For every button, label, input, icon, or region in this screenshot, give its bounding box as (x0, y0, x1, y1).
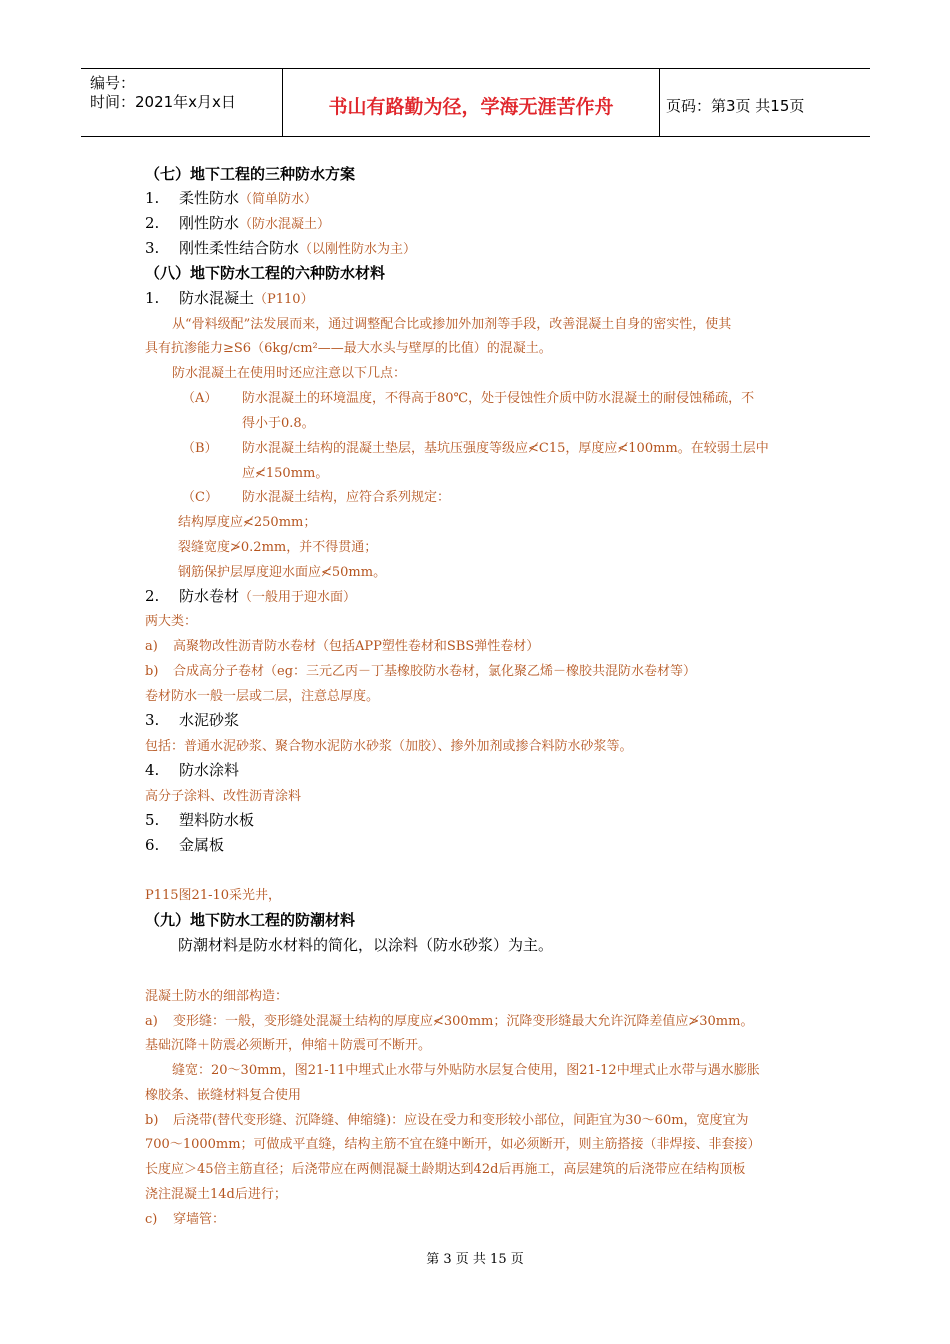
section-9-title: （九）地下防水工程的防潮材料 (145, 911, 356, 929)
item-note: （防水混凝土） (239, 217, 331, 232)
list-label: a) (145, 1014, 158, 1029)
s9-text: 防潮材料是防水材料的简化，以涂料（防水砂浆）为主。 (178, 936, 554, 954)
time-label: 时间：2021年x月x日 (90, 93, 236, 111)
m1-b-line2: 应≮150mm。 (242, 466, 329, 481)
item-number: 4. (145, 761, 160, 779)
m2-a-text: 高聚物改性沥青防水卷材（包括APP塑性卷材和SBS弹性卷材） (173, 639, 540, 654)
m2-intro: 两大类： (145, 614, 198, 629)
material-4 (145, 759, 239, 780)
s7-item-2 (145, 212, 330, 233)
item-text: 刚性柔性结合防水 (179, 239, 300, 257)
m1-a-line1: 防水混凝土的环境温度，不得高于80℃，处于侵蚀性介质中防水混凝土的耐侵蚀稀疏，不 (242, 391, 755, 406)
m1-c-sub1: 结构厚度应≮250mm； (178, 515, 317, 530)
item-note: （P110） (254, 292, 314, 307)
m1-para1-line2: 具有抗渗能力≥S6（6kg/cm²——最大水头与壁厚的比值）的混凝土。 (145, 341, 552, 356)
s7-item-1 (145, 187, 317, 208)
motto: 书山有路勤为径，学海无涯苦作舟 (328, 96, 614, 118)
header-motto-cell (283, 69, 660, 136)
m2-b-text: 合成高分子卷材（eg：三元乙丙－丁基橡胶防水卷材，氯化聚乙烯－橡胶共混防水卷材等） (173, 664, 697, 679)
m1-c-line1: 防水混凝土结构，应符合系列规定： (242, 490, 451, 505)
item-text: 防水涂料 (179, 761, 240, 779)
page-info: 页码：第3页 共15页 (666, 97, 805, 115)
list-label: （C） (182, 490, 218, 505)
item-text: 防水混凝土 (179, 289, 255, 307)
detail-a (145, 1010, 753, 1029)
item-number: 5. (145, 811, 160, 829)
detail-c (145, 1208, 225, 1227)
page-footer: 第 3 页 共 15 页 (426, 1252, 524, 1267)
item-number: 2. (145, 587, 160, 605)
item-number: 1. (145, 289, 160, 307)
item-number: 6. (145, 836, 160, 854)
item-note: （简单防水） (239, 192, 318, 207)
item-number: 2. (145, 214, 160, 232)
header-right-cell (660, 69, 870, 136)
m4-note: 高分子涂料、改性沥青涂料 (145, 789, 302, 804)
detail-a2: 基础沉降＋防震必须断开，伸缩＋防震可不断开。 (145, 1038, 432, 1053)
detail-title: 混凝土防水的细部构造： (145, 989, 289, 1004)
material-5 (145, 809, 254, 830)
m2-b (145, 660, 696, 679)
item-number: 3. (145, 239, 160, 257)
material-3 (145, 709, 239, 730)
m1-c-sub3: 钢筋保护层厚度迎水面应≮50mm。 (178, 565, 387, 580)
item-text: 防水卷材 (179, 587, 240, 605)
detail-b-line2: 700～1000mm；可做成平直缝，结构主筋不宜在缝中断开，如必须断开，则主筋搭接（非焊接、非套接） (145, 1137, 761, 1152)
header-left-cell (81, 69, 283, 136)
m1-b (182, 437, 769, 456)
detail-b-line1: 后浇带(替代变形缝、沉降缝、伸缩缝)：应设在受力和变形较小部位，间距宜为30～60m，宽度宜为 (173, 1113, 749, 1128)
item-text: 金属板 (179, 836, 225, 854)
list-label: （B） (182, 441, 218, 456)
m1-a-line2: 得小于0.8。 (242, 416, 315, 431)
m1-b-line1: 防水混凝土结构的混凝土垫层，基坑压强度等级应≮C15，厚度应≮100mm。在较弱土层中 (242, 441, 769, 456)
section-8-title: （八）地下防水工程的六种防水材料 (145, 264, 386, 282)
item-text: 刚性防水 (179, 214, 240, 232)
list-label: b) (145, 664, 159, 679)
material-2 (145, 585, 356, 606)
item-note: （以刚性防水为主） (299, 242, 417, 257)
detail-a3-line2: 橡胶条、嵌缝材料复合使用 (145, 1088, 302, 1103)
m1-c (182, 486, 450, 505)
m2-a (145, 635, 539, 654)
list-label: c) (145, 1212, 158, 1227)
s7-item-3 (145, 237, 416, 258)
detail-b (145, 1109, 749, 1128)
detail-b-line3: 长度应＞45倍主筋直径；后浇带应在两侧混凝土龄期达到42d后再施工，高层建筑的后浇带应在结构顶板 (145, 1162, 746, 1177)
material-1 (145, 287, 314, 308)
item-number: 3. (145, 711, 160, 729)
m2-note: 卷材防水一般一层或二层，注意总厚度。 (145, 689, 380, 704)
m1-para1-line1: 从“骨料级配”法发展而来，通过调整配合比或掺加外加剂等手段，改善混凝土自身的密实性，使其 (172, 317, 732, 332)
number-label: 编号： (90, 74, 136, 92)
m1-a (182, 387, 754, 406)
item-text: 塑料防水板 (179, 811, 255, 829)
item-note: （一般用于迎水面） (239, 590, 357, 605)
detail-c-text: 穿墙管： (173, 1212, 226, 1227)
item-number: 1. (145, 189, 160, 207)
section-7-title: （七）地下工程的三种防水方案 (145, 165, 356, 183)
item-text: 水泥砂浆 (179, 711, 240, 729)
detail-b-line4: 浇注混凝土14d后进行； (145, 1187, 287, 1202)
m1-c-sub2: 裂缝宽度≯0.2mm，并不得贯通； (178, 540, 378, 555)
detail-a3-line1: 缝宽：20～30mm，图21-11中埋式止水带与外贴防水层复合使用，图21-12中埋式止水带与遇水膨胀 (172, 1063, 760, 1078)
item-text: 柔性防水 (179, 189, 240, 207)
m3-note: 包括：普通水泥砂浆、聚合物水泥防水砂浆（加胶）、掺外加剂或掺合料防水砂浆等。 (145, 739, 633, 754)
material-6 (145, 834, 224, 855)
detail-a-text: 变形缝：一般，变形缝处混凝土结构的厚度应≮300mm；沉降变形缝最大允许沉降差值应≯30mm。 (173, 1014, 754, 1029)
list-label: （A） (182, 391, 218, 406)
list-label: b) (145, 1113, 159, 1128)
list-label: a) (145, 639, 158, 654)
page-header (81, 68, 870, 137)
m1-para2: 防水混凝土在使用时还应注意以下几点： (172, 366, 407, 381)
p115-note: P115图21-10采光井， (145, 888, 282, 903)
